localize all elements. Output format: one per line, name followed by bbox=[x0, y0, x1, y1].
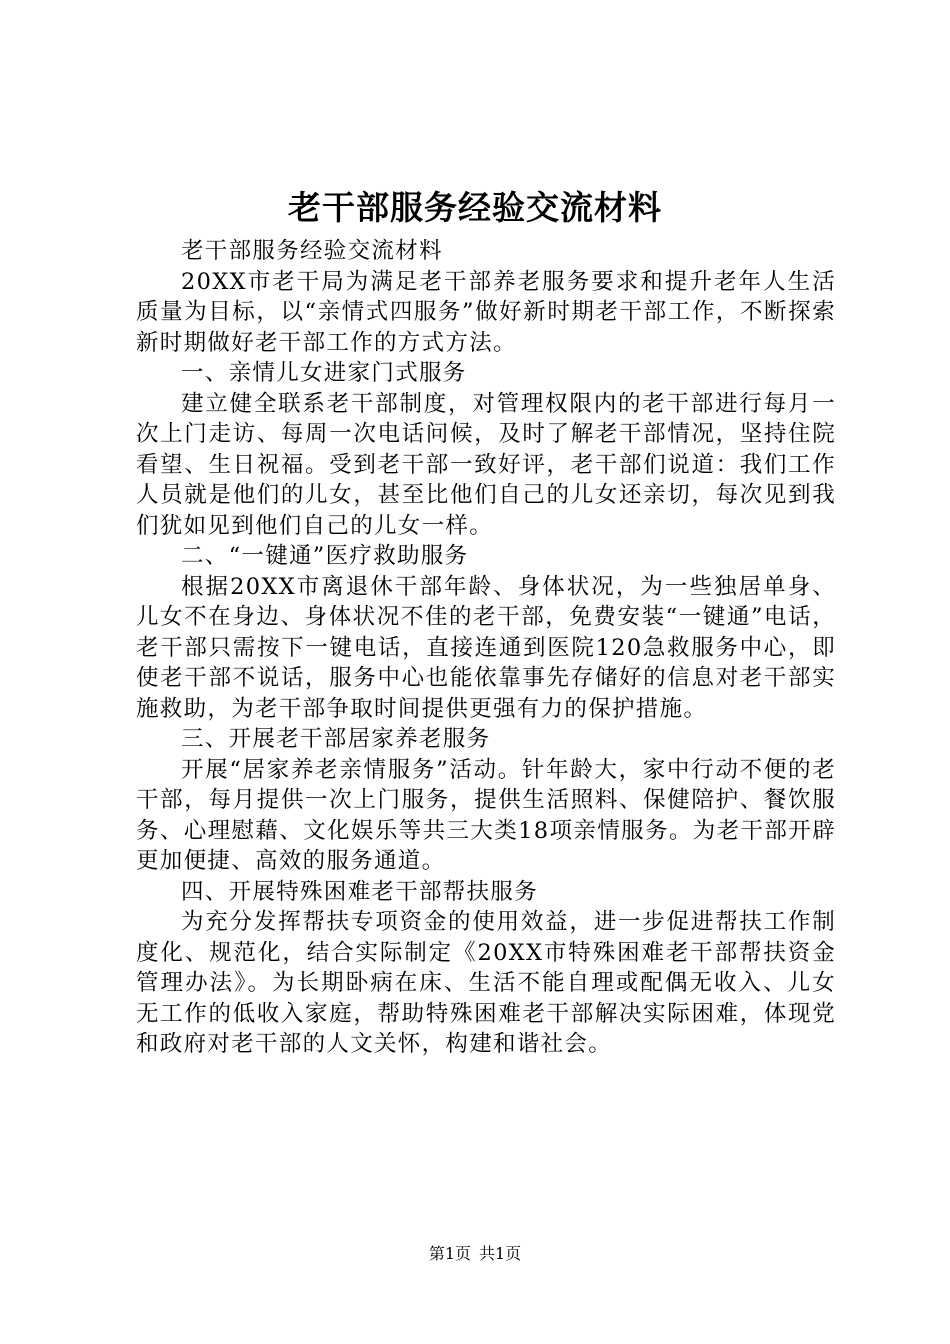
paragraph-section-4: 为充分发挥帮扶专项资金的使用效益，进一步促进帮扶工作制度化、规范化，结合实际制定《20XX市特殊困难老干部帮扶资金管理办法》。为长期卧病在床、生活不能自理或配偶无收入、儿女无工作的低收入家庭，帮助特殊困难老干部解决实际困难，体现党和政府对老干部的人文关怀，构建和谐社会。 bbox=[136, 909, 836, 1057]
section-heading-1: 一、亲情儿女进家门式服务 bbox=[181, 360, 467, 386]
page-footer bbox=[0, 1243, 950, 1265]
paragraph-subtitle: 老干部服务经验交流材料 bbox=[181, 238, 443, 264]
paragraph-intro: 20XX市老干局为满足老干部养老服务要求和提升老年人生活质量为目标，以“亲情式四服务”做好新时期老干部工作，不断探索新时期做好老干部工作的方式方法。 bbox=[136, 268, 836, 356]
paragraph-section-1: 建立健全联系老干部制度，对管理权限内的老干部进行每月一次上门走访、每周一次电话问候，及时了解老干部情况，坚持住院看望、生日祝福。受到老干部一致好评，老干部们说道：我们工作人员就是他们的儿女，甚至比他们自己的儿女还亲切，每次见到我们犹如见到他们自己的儿女一样。 bbox=[136, 390, 836, 539]
section-heading-2: 二、“一键通”医疗救助服务 bbox=[181, 543, 469, 569]
section-heading-4: 四、开展特殊困难老干部帮扶服务 bbox=[181, 878, 539, 905]
paragraph-section-3: 开展“居家养老亲情服务”活动。针年龄大，家中行动不便的老干部，每月提供一次上门服务，提供生活照料、保健陪护、餐饮服务、心理慰藉、文化娱乐等共三大类18项亲情服务。为老干部开辟更加便捷、高效的服务通道。 bbox=[136, 756, 836, 874]
page-number-current: 第1页 bbox=[428, 1244, 471, 1263]
document-body bbox=[136, 236, 836, 1060]
document-title: 老干部服务经验交流材料 bbox=[288, 188, 662, 227]
paragraph-section-2: 根据20XX市离退休干部年龄、身体状况，为一些独居单身、儿女不在身边、身体状况不佳的老干部，免费安装“一键通”电话，老干部只需按下一键电话，直接连通到医院120急救服务中心，即使老干部不说话，服务中心也能依靠事先存储好的信息对老干部实施救助，为老干部争取时间提供更强有力的保护措施。 bbox=[136, 573, 836, 722]
section-heading-3: 三、开展老干部居家养老服务 bbox=[181, 726, 491, 752]
page-number-total: 共1页 bbox=[479, 1244, 522, 1263]
